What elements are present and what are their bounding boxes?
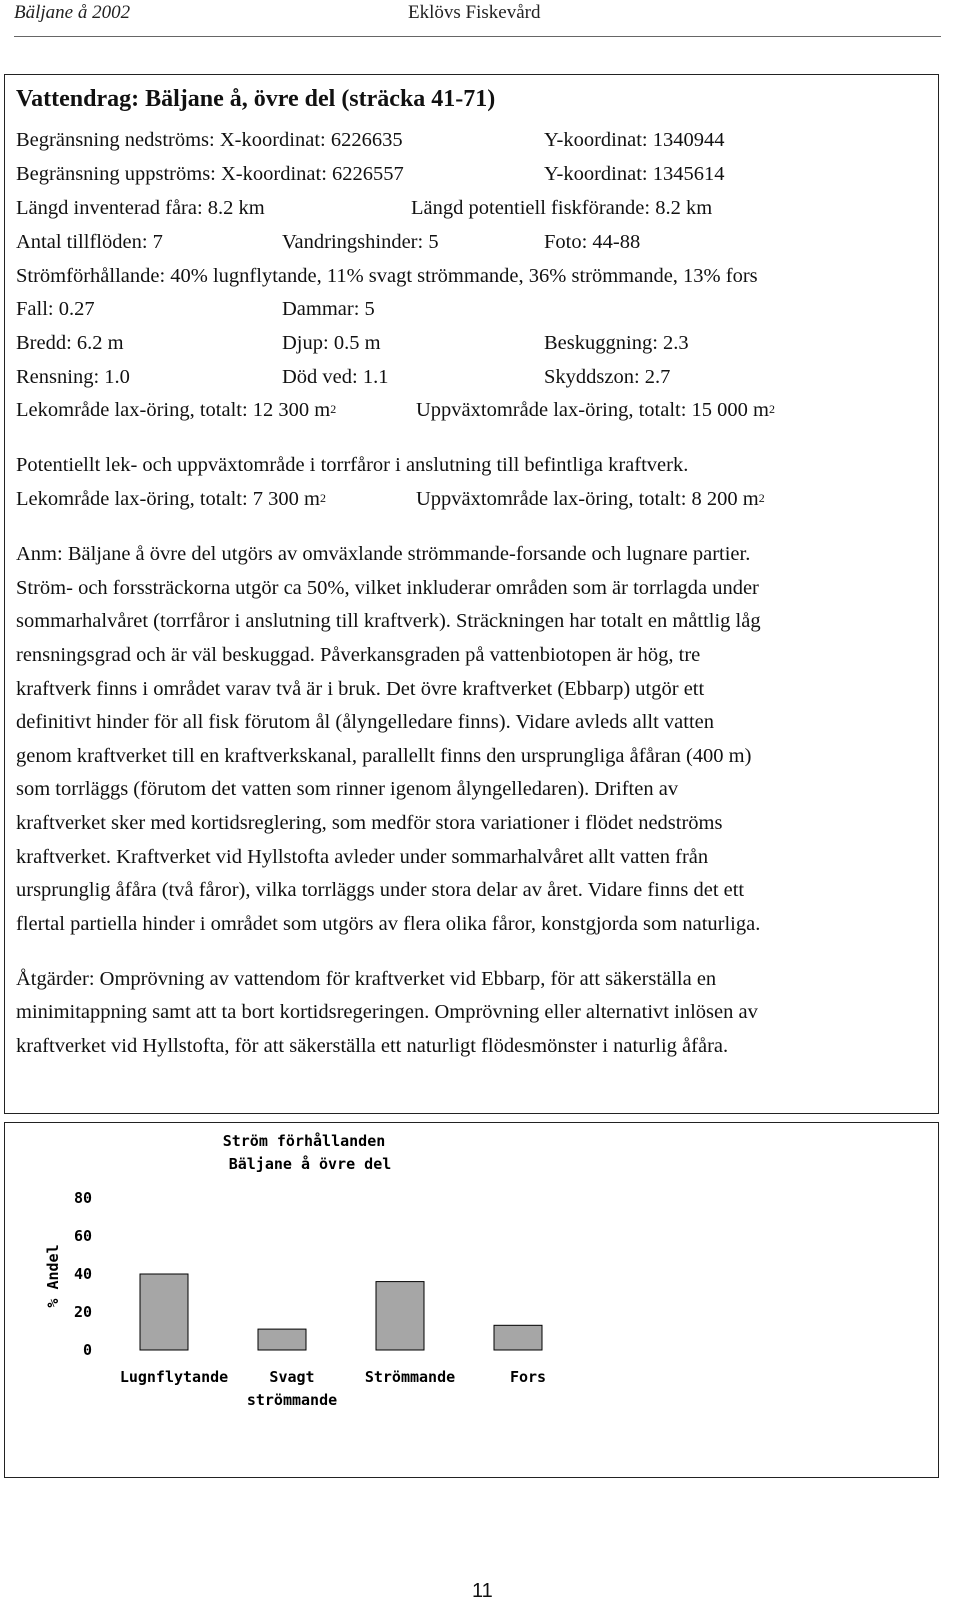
buffer-zone: Skyddszon: 2.7	[544, 366, 671, 388]
x-category-label: strömmande	[246, 1391, 338, 1409]
header-right: Eklövs Fiskevård	[408, 2, 541, 23]
flow-conditions: Strömförhållande: 40% lugnflytande, 11% svagt strömmande, 36% strömmande, 13% fors	[16, 265, 758, 287]
remark-line: ursprunglig åfåra (två fåror), vilka torrläggs under stora delar av året. Vidare finns det ett	[16, 879, 745, 901]
nursery-area-total: Uppväxtområde lax-öring, totalt: 15 000 $m^2$	[416, 399, 775, 421]
dams: Dammar: 5	[282, 298, 375, 320]
remark-line: kraftverket. Kraftverket vid Hyllstofta avleder under sommarhalvåret allt vatten från	[16, 846, 709, 868]
y-axis-label: % Andel	[44, 1244, 62, 1308]
x-category-label: Strömmande	[364, 1368, 456, 1386]
remark-line: sommarhalvåret (torrfåror i anslutning till kraftverk). Sträckningen har totalt en måttlig låg	[16, 610, 761, 632]
x-category-label: Lugnflytande	[119, 1368, 229, 1386]
depth: Djup: 0.5 m	[282, 332, 381, 354]
remark-line: definitivt hinder för all fisk förutom ål (ålyngelledare finns). Vidare avleds allt vatten	[16, 711, 715, 733]
photos: Foto: 44-88	[544, 231, 641, 253]
x-category-label: Fors	[509, 1368, 547, 1386]
clearing: Rensning: 1.0	[16, 366, 130, 388]
page-title: Vattendrag: Bäljane å, övre del (sträcka 41-71)	[16, 86, 496, 112]
remark-line: genom kraftverket till en kraftverkskanal, parallellt finns den ursprungliga åfåran (400 m)	[16, 745, 752, 767]
bar	[140, 1274, 188, 1350]
length-inventoried: Längd inventerad fåra: 8.2 km	[16, 197, 265, 219]
length-potential: Längd potentiell fiskförande: 8.2 km	[411, 197, 713, 219]
y-tick-label: 60	[73, 1227, 92, 1245]
shading: Beskuggning: 2.3	[544, 332, 689, 354]
downstream-x: Begränsning nedströms: X-koordinat: 6226635	[16, 129, 403, 151]
nursery-area-potential: Uppväxtområde lax-öring, totalt: 8 200 $m^2$	[416, 488, 765, 510]
chart-title-line: Bäljane å övre del	[228, 1155, 392, 1173]
header-left: Bäljane å 2002	[14, 2, 131, 23]
dead-wood: Död ved: 1.1	[282, 366, 389, 388]
potential-areas-note: Potentiellt lek- och uppväxtområde i torrfåror i anslutning till befintliga kraftverk.	[16, 454, 689, 476]
x-category-label: Svagt	[269, 1368, 315, 1386]
measures-line: kraftverket vid Hyllstofta, för att säkerställa ett naturligt flödesmönster i naturlig åfåra.	[16, 1035, 729, 1057]
y-tick-label: 0	[82, 1341, 92, 1359]
remark-line: kraftverket sker med kortidsreglering, som medför stora variationer i flödet nedströms	[16, 812, 723, 834]
spawning-area-potential: Lekområde lax-öring, totalt: 7 300 $m^2$	[16, 488, 327, 510]
chart-title-line: Ström förhållanden	[222, 1132, 386, 1150]
remark-line: flertal partiella hinder i området som utgörs av flera olika fåror, konstgjorda som naturliga.	[16, 913, 761, 935]
remark-line: kraftverk finns i området varav två är i bruk. Det övre kraftverket (Ebbarp) utgör ett	[16, 678, 705, 700]
y-tick-label: 20	[73, 1303, 92, 1321]
page-number: 11	[472, 1580, 493, 1602]
gradient: Fall: 0.27	[16, 298, 95, 320]
spawning-area-total: Lekområde lax-öring, totalt: 12 300 $m^2$	[16, 399, 337, 421]
bar	[258, 1329, 306, 1350]
measures-line: minimitappning samt att ta bort kortidsregeringen. Omprövning eller alternativt inlösen av	[16, 1001, 758, 1023]
bar	[376, 1282, 424, 1350]
upstream-x: Begränsning uppströms: X-koordinat: 6226557	[16, 163, 404, 185]
measures-line: Åtgärder: Omprövning av vattendom för kraftverket vid Ebbarp, för att säkerställa en	[16, 968, 717, 990]
migration-barriers: Vandringshinder: 5	[282, 231, 439, 253]
tributaries: Antal tillflöden: 7	[16, 231, 163, 253]
bar	[494, 1325, 542, 1350]
remark-line: rensningsgrad och är väl beskuggad. Påverkansgraden på vattenbiotopen är hög, tre	[16, 644, 701, 666]
flow-chart	[0, 1122, 940, 1478]
y-tick-label: 80	[73, 1189, 92, 1207]
width: Bredd: 6.2 m	[16, 332, 124, 354]
upstream-y: Y-koordinat: 1345614	[544, 163, 725, 185]
remark-line: som torrläggs (förutom det vatten som rinner igenom ålyngelledaren). Driften av	[16, 778, 679, 800]
downstream-y: Y-koordinat: 1340944	[544, 129, 725, 151]
y-tick-label: 40	[73, 1265, 92, 1283]
remark-line: Ström- och forssträckorna utgör ca 50%, vilket inkluderar områden som är torrlagda under	[16, 577, 759, 599]
remark-line: Anm: Bäljane å övre del utgörs av omväxlande strömmande-forsande och lugnare partier.	[16, 543, 751, 565]
header-rule	[14, 36, 941, 37]
